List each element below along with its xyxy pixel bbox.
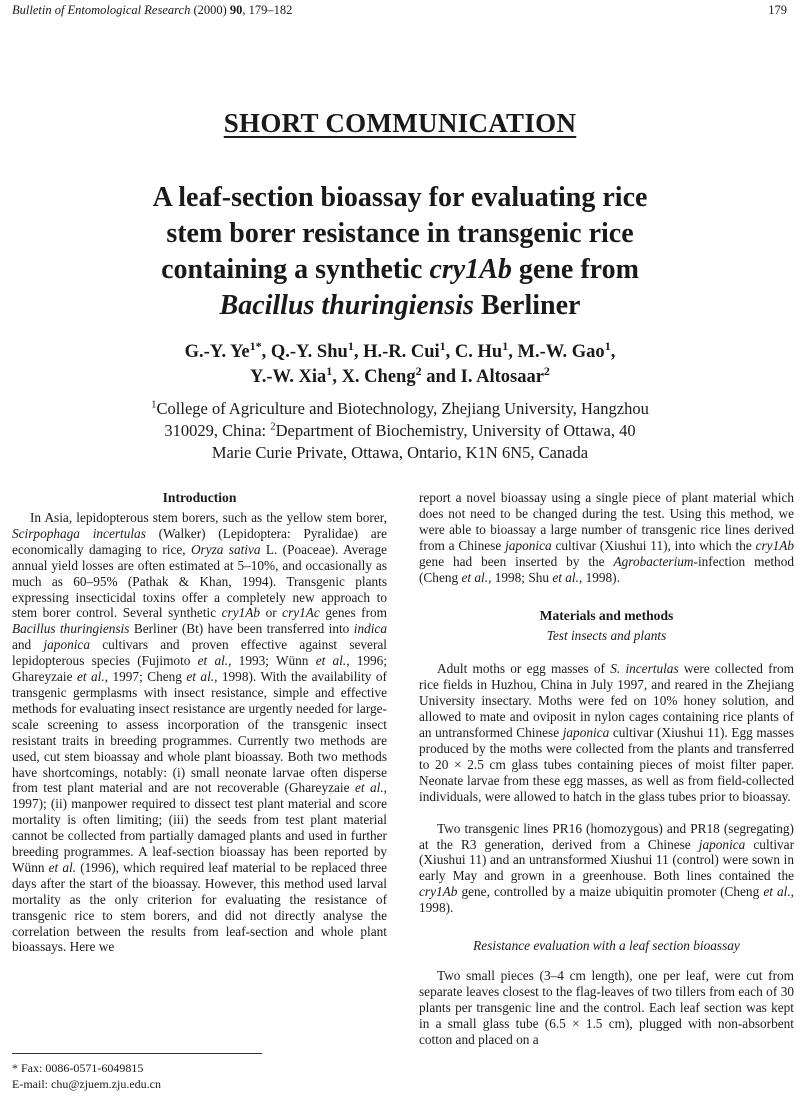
gene-name: cry1Ac <box>282 605 320 621</box>
author-name: , H.-R. Cui <box>353 342 440 362</box>
gene-name: cry1Ab <box>755 537 795 553</box>
gene-name: cry1Ab <box>221 605 261 621</box>
body-text: , 1998; Shu <box>488 569 553 585</box>
affiliation-marker: 2 <box>415 363 422 378</box>
affiliation-line-3: Marie Curie Private, Ottawa, Ontario, K1N 6N5, Canada <box>211 443 589 462</box>
affiliation-marker: 1 <box>326 363 333 378</box>
cultivar-type: japonica <box>562 725 610 741</box>
affiliation-marker: 1 <box>347 338 354 353</box>
body-text: L. (Poaceae). Average annual yield losses are often estimated at 5–10%, and occasionally as much as 60–95% (Pathak & Khan, 1994). Transgenic plants expressing insecticidal toxins offer a completely new approach to stem borer control. Several synthetic <box>12 541 388 621</box>
body-text: cultivar (Xiushui 11), into which the <box>551 537 756 553</box>
article-type <box>0 108 800 139</box>
citation-etal: et al. <box>461 569 489 585</box>
species-name: Bacillus thuringiensis <box>12 621 130 637</box>
body-text: report a novel bioassay using a single piece of plant material which does not need to be changed during the test. Using this method, we were able to bioassay a large number of transgenic rice lines derived from a Chinese <box>419 490 794 553</box>
body-text: (1996), which required leaf material to be replaced three days after the start of the bioassay. However, this method used larval mortality as the only criterion for evaluating the resistance of transgenic rice to stem borers, and did not directly analyse the correlation between the results from leaf-section and whole plant bioassays. Here we <box>12 859 387 955</box>
body-text: , 1998). <box>419 884 794 916</box>
title-line-4 <box>60 288 740 324</box>
footnote-rule <box>12 1053 262 1054</box>
citation-etal: et al. <box>197 653 229 669</box>
page-number: 179 <box>768 3 787 17</box>
species-name: Scirpophaga incertulas <box>12 525 146 541</box>
body-text: , 1998). With the availability of transgenic germplasms with insect resistance, simple and effective methods for evaluating insect resistance are urgently needed for large-scale screening to assess incorporation of the transgenic insect resistant traits in breeding programmes. Currently two methods are used, cut stem bioassay and whole plant bioassay. Both two methods have shortcomings, notably: (i) small neonate larvae often disperse from test plant material and are not recoverable (Ghareyzaie <box>12 669 387 796</box>
title-species-name: Bacillus thuringiensis <box>219 290 474 321</box>
author-name: and I. Altosaar <box>421 367 544 387</box>
body-text: cultivars and proven effective against several lepidopterous species (Fujimoto <box>12 637 387 669</box>
introduction-paragraph <box>12 510 387 955</box>
citation-etal: et al. <box>186 669 215 685</box>
title-line-2: stem borer resistance in transgenic rice <box>166 218 634 249</box>
affiliation-text: Department of Biochemistry, University of Ottawa, 40 <box>275 421 636 440</box>
title-text: containing a synthetic <box>161 254 430 285</box>
citation-etal: et al. <box>48 859 77 875</box>
right-column <box>419 490 794 1048</box>
author-line-2 <box>60 365 740 390</box>
journal-volume: 90 <box>229 3 243 17</box>
author-name: , Q.-Y. Shu <box>261 342 348 362</box>
affiliation-line-1 <box>60 398 740 420</box>
body-text: gene had been inserted by the <box>419 553 614 569</box>
subheading-resistance-evaluation: Resistance evaluation with a leaf section bioassay <box>473 938 740 954</box>
body-text: or <box>260 605 283 621</box>
methods-paragraph-bioassay: Two small pieces (3–4 cm length), one per leaf, were cut from separate leaves closest to the flag-leaves of two tillers from each of 30 plants per transgenic line and the control. Each leaf section was kept in a small glass tube (6.5 × 1.5 cm), plugged with non-absorbent cotton and placed on a <box>419 968 794 1047</box>
affiliation-marker: 1 <box>151 398 157 411</box>
body-text: , 1998). <box>578 569 620 585</box>
affiliation-text: 310029, China: <box>164 421 271 440</box>
body-text: (Walker) (Lepidoptera: Pyralidae) are economically damaging to rice, <box>12 525 387 557</box>
methods-paragraph-insects <box>419 661 794 804</box>
title-text: Berliner <box>473 290 581 321</box>
affiliation-line-2 <box>60 420 740 442</box>
gene-name: cry1Ab <box>419 884 458 900</box>
affiliation-text: College of Agriculture and Biotechnology, Zhejiang University, Hangzhou <box>156 399 649 418</box>
body-text: cultivar (Xiushui 11). Egg masses produced by the moths were collected from the plants and transferred to 20 × 2.5 cm glass tubes containing pieces of moist filter paper. Neonate larvae from these egg masses, as well as from field-collected individuals, were allowed to hatch in the glass tubes prior to bioassay. <box>419 725 794 804</box>
body-text: , 1993; Wünn <box>228 653 316 669</box>
affiliation-marker: 1 <box>604 338 611 353</box>
citation-etal: et al. <box>315 653 347 669</box>
introduction-continued <box>419 490 794 585</box>
left-column <box>12 490 387 955</box>
body-text: Two transgenic lines PR16 (homozygous) and PR18 (segregating) at the R3 generation, derived from a Chinese <box>419 820 794 852</box>
cultivar-type: japonica <box>505 537 552 553</box>
affiliation-marker: 2 <box>270 420 276 433</box>
article-type-label: SHORT COMMUNICATION <box>223 108 577 138</box>
citation-etal: et al. <box>763 884 791 900</box>
body-text: In Asia, lepidopterous stem borers, such as the yellow stem borer, <box>30 510 387 525</box>
methods-paragraph-plants <box>419 821 794 916</box>
author-name: , X. Cheng <box>332 367 416 387</box>
title-line-3 <box>60 252 740 288</box>
body-text: , 1997); (ii) manpower required to dissect test plant material and score mortality is often limiting; (iii) the seeds from test plant material cannot be collected from partially damaged plants and used in further breeding programmes. A leaf-section bioassay has been reported by Wünn <box>12 780 387 875</box>
species-name: Oryza sativa <box>190 541 261 557</box>
article-title <box>60 180 740 324</box>
materials-methods-heading: Materials and methods <box>539 608 674 624</box>
citation-etal: et al. <box>552 569 579 585</box>
title-gene-name: cry1Ab <box>429 254 512 285</box>
body-text: cultivar (Xiushui 11) and an untransformed Xiushui 11 (control) were sown in early May and grown in a greenhouse. Both lines contained the <box>419 836 795 884</box>
author-line-1 <box>60 340 740 365</box>
affiliation-marker: 1* <box>249 338 262 353</box>
affiliations <box>60 398 740 464</box>
species-name: Agrobacterium <box>613 553 694 569</box>
affiliation-marker: 1 <box>439 338 446 353</box>
citation-etal: et al. <box>76 669 105 685</box>
affiliation-marker: 2 <box>543 363 550 378</box>
body-text: and <box>12 637 44 653</box>
body-text: , 1996; Ghareyzaie <box>12 653 388 685</box>
body-text: Berliner (Bt) have been transferred into <box>129 621 354 637</box>
author-separator: , <box>610 342 616 362</box>
body-text: genes from <box>319 605 387 621</box>
running-header <box>0 3 800 23</box>
journal-year: (2000) <box>193 3 227 17</box>
footnote-fax: * Fax: 0086-0571-6049815 <box>12 1061 144 1075</box>
title-text: gene from <box>511 254 639 285</box>
body-text: -infection method (Cheng <box>419 553 794 585</box>
subheading-test-insects: Test insects and plants <box>546 628 667 644</box>
citation-etal: et al. <box>354 780 384 796</box>
cultivar-type: indica <box>353 621 387 637</box>
author-name: , C. Hu <box>445 342 503 362</box>
author-list <box>60 340 740 390</box>
journal-pages: , 179–182 <box>242 3 293 17</box>
author-name: G.-Y. Ye <box>184 342 250 362</box>
footnote <box>12 1053 392 1092</box>
footnote-email: E-mail: chu@zjuem.zju.edu.cn <box>12 1077 161 1091</box>
body-text: gene, controlled by a maize ubiquitin promoter (Cheng <box>457 884 764 900</box>
species-name: S. incertulas <box>610 661 679 677</box>
body-text: Adult moths or egg masses of <box>437 661 611 677</box>
body-text: were collected from rice fields in Huzhou, China in July 1997, and reared in the Zhejiang University insectary. Moths were fed on 10% honey solution, and allowed to mate and oviposit in nylon cages containing rice plants of an untransformed Chinese <box>419 661 794 741</box>
cultivar-type: japonica <box>698 836 746 852</box>
cultivar-type: japonica <box>43 637 90 653</box>
journal-name: Bulletin of Entomological Research <box>12 3 191 17</box>
title-line-1: A leaf-section bioassay for evaluating rice <box>152 182 648 213</box>
introduction-heading: Introduction <box>162 490 237 505</box>
author-name: Y.-W. Xia <box>250 367 327 387</box>
author-name: , M.-W. Gao <box>508 342 605 362</box>
journal-citation <box>12 3 292 18</box>
body-text: , 1997; Cheng <box>104 669 187 685</box>
affiliation-marker: 1 <box>502 338 509 353</box>
